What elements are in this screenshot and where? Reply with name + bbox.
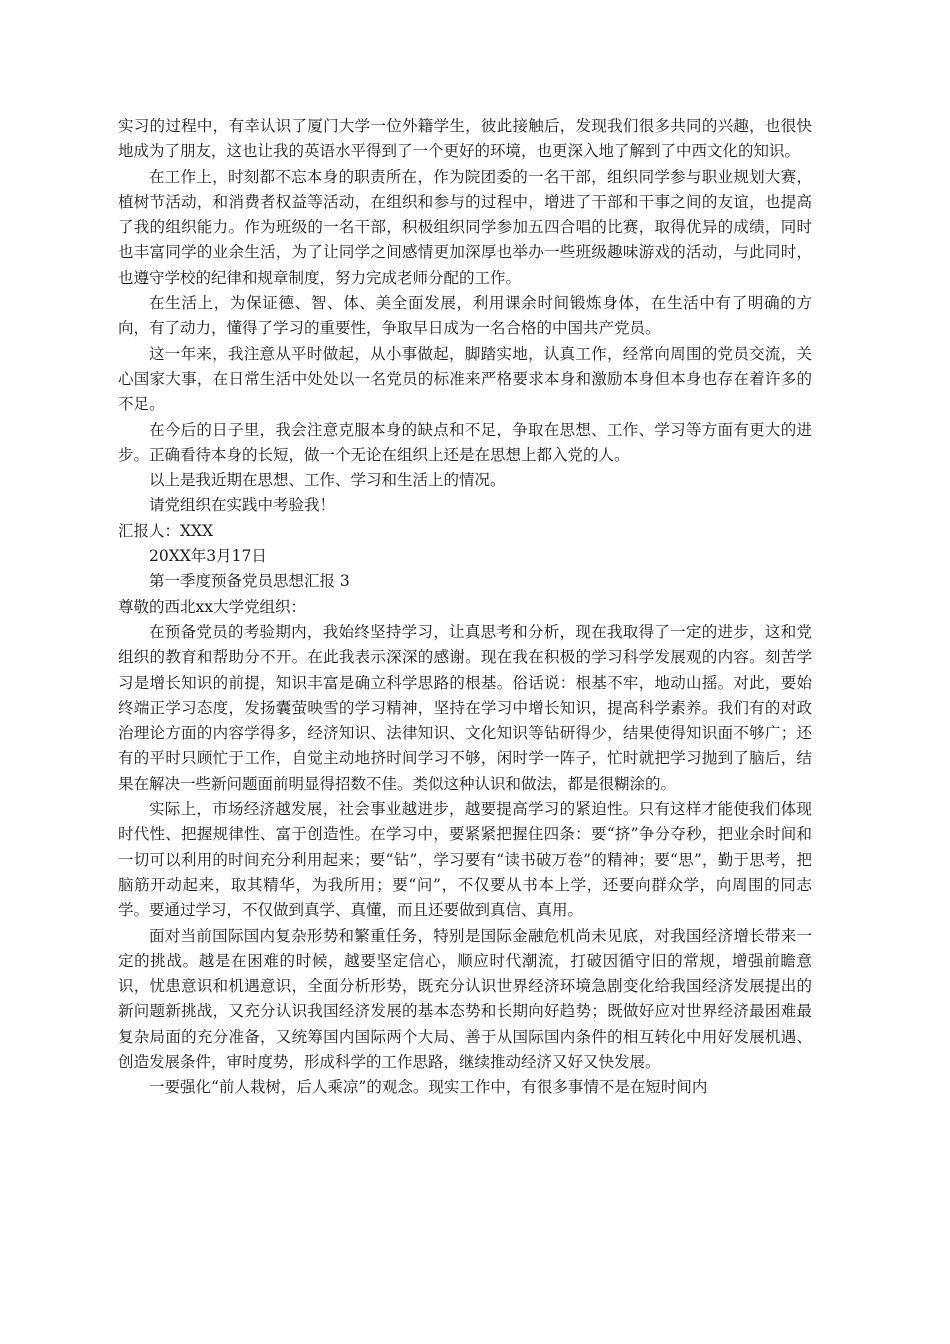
paragraph: 实习的过程中，有幸认识了厦门大学一位外籍学生，彼此接触后，发现我们很多共同的兴趣，也很快地成为了朋友，这也让我的英语水平得到了一个更好的环境，也更深入地了解到了中西文化的知识。 [118,117,812,161]
paragraph: 这一年来，我注意从平时做起，从小事做起，脚踏实地，认真工作，经常向周围的党员交流，关心国家大事，在日常生活中处处以一名党员的标准来严格要求本身和激励本身但本身也存在着许多的不足。 [118,344,812,414]
report-date: 20XX年3月17日 [149,547,267,566]
paragraph: 在生活上，为保证德、智、体、美全面发展，利用课余时间锻炼身体，在生活中有了明确的方向，有了动力，懂得了学习的重要性，争取早日成为一名合格的中国共产党员。 [118,294,812,338]
paragraph: 面对当前国际国内复杂形势和繁重任务，特别是国际金融危机尚未见底，对我国经济增长带来一定的挑战。越是在困难的时候，越要坚定信心，顺应时代潮流，打破因循守旧的常规，增强前瞻意识，忧患意识和机遇意识，全面分析形势，既充分认识世界经济环境急剧变化给我国经济发展提出的新问题新挑战，又充分认识我国经济发展的基本态势和长期向好趋势；既做好应对世界经济最困难最复杂局面的充分准备，又统筹国内国际两个大局、善于从国际国内条件的相互转化中用好发展机遇、创造发展条件，审时度势，形成科学的工作思路，继续推动经济又好又快发展。 [118,926,812,1071]
paragraph: 在工作上，时刻都不忘本身的职责所在，作为院团委的一名干部，组织同学参与职业规划大赛，植树节活动，和消费者权益等活动，在组织和参与的过程中，增进了干部和干事之间的友谊，也提高了我的组织能力。作为班级的一名干部，积极组织同学参加五四合唱的比赛，取得优异的成绩，同时也丰富同学的业余生活，为了让同学之间感情更加深厚也举办一些班级趣味游戏的活动，与此同时，也遵守学校的纪律和规章制度，努力完成老师分配的工作。 [118,167,812,287]
paragraph: 一要强化“前人栽树，后人乘凉”的观念。现实工作中，有很多事情不是在短时间内 [149,1078,708,1097]
section-title: 第一季度预备党员思想汇报 3 [149,572,350,591]
closing-request: 请党组织在实践中考验我！ [149,496,336,515]
document-body [118,114,812,1101]
paragraph: 在预备党员的考验期内，我始终坚持学习，让真思考和分析，现在我取得了一定的进步，这和党组织的教育和帮助分不开。在此我表示深深的感谢。现在我在积极的学习科学发展观的内容。刻苦学习是增长知识的前提，知识丰富是确立科学思路的根基。俗话说：根基不牢，地动山摇。对此，要始终端正学习态度，发扬囊萤映雪的学习精神，坚持在学习中增长知识，提高科学素养。我们有的对政治理论方面的内容学得多，经济知识、法律知识、文化知识等钻研得少，结果使得知识面不够广；还有的平时只顾忙于工作，自觉主动地挤时间学习不够，闲时学一阵子，忙时就把学习抛到了脑后，结果在解决一些新问题面前明显得招数不佳。类似这种认识和做法，都是很糊涂的。 [118,622,812,793]
paragraph: 以上是我近期在思想、工作、学习和生活上的情况。 [149,471,506,490]
paragraph: 在今后的日子里，我会注意克服本身的缺点和不足，争取在思想、工作、学习等方面有更大的进步。正确看待本身的长短，做一个无论在组织上还是在思想上都入党的人。 [118,420,812,464]
paragraph: 实际上，市场经济越发展，社会事业越进步，越要提高学习的紧迫性。只有这样才能使我们体现时代性、把握规律性、富于创造性。在学习中，要紧紧把握住四条：要“挤”争分夺秒，把业余时间和一切可以利用的时间充分利用起来；要“钻”，学习要有“读书破万卷”的精神；要“思”，勤于思考，把脑筋开动起来，取其精华，为我所用；要“问”，不仅要从书本上学，还要向群众学，向周围的同志学。要通过学习，不仅做到真学、真懂，而且还要做到真信、真用。 [118,800,812,920]
reporter-line: 汇报人：XXX [118,521,214,540]
salutation: 尊敬的西北xx大学党组织： [118,597,306,616]
